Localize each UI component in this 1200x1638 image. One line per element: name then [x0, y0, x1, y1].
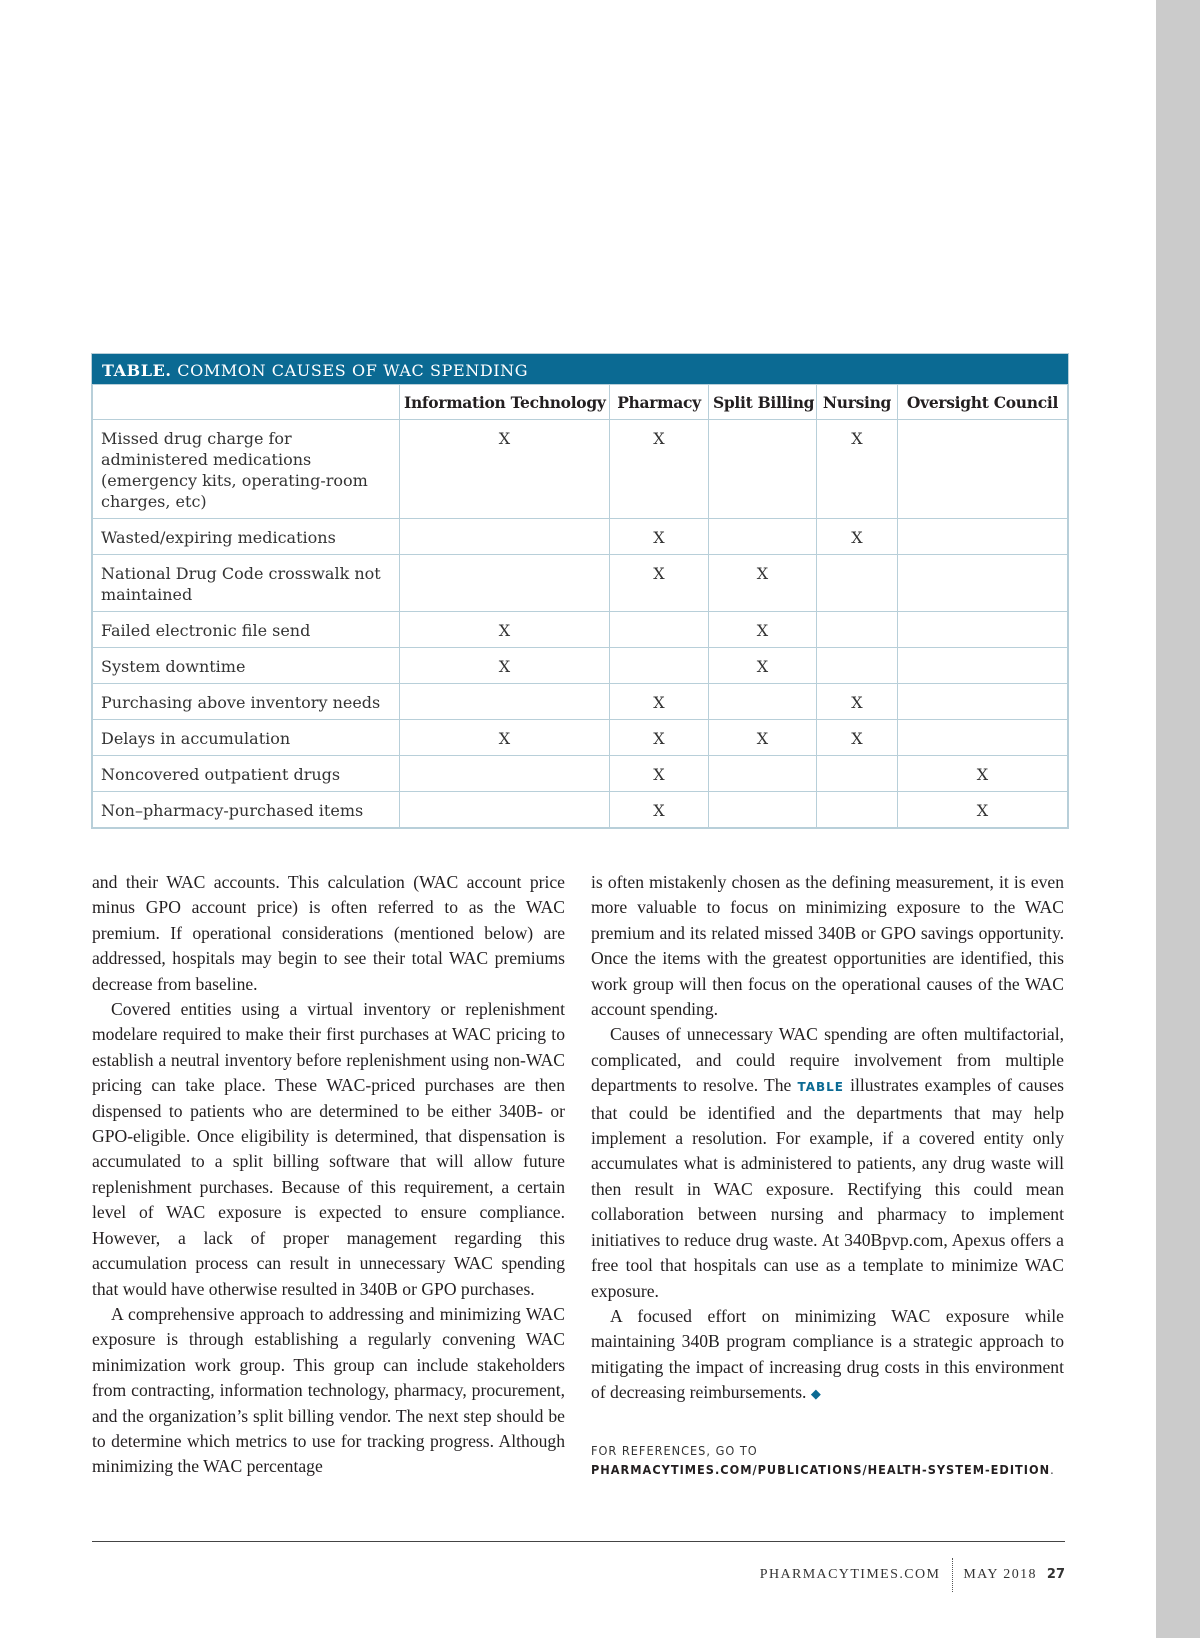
mark-cell: X [400, 720, 610, 756]
mark-cell [400, 555, 610, 612]
mark-cell: X [400, 612, 610, 648]
wac-causes-table [91, 353, 1069, 829]
column-header: Split Billing [709, 385, 817, 420]
paragraph: Covered entities using a virtual inventory or replenishment modelare required to make their first purchases at WAC pricing to establish a neutral inventory before replenishment using non-WAC pricing can take place. These WAC-priced purchases are then dispensed to patients who are determined to be either 340B- or GPO-eligible. Once eligibility is determined, that dispensation is accumulated to a split billing software that will allow future replenishment purchases. Because of this requirement, a certain level of WAC exposure is expected to ensure compliance. However, a lack of proper management regarding this accumulation process can result in unnecessary WAC spending that would have otherwise resulted in 340B or GPO purchases. [92, 999, 565, 1299]
column-header: Nursing [817, 385, 898, 420]
column-header: Information Technology [400, 385, 610, 420]
page-edge-bar [1156, 0, 1200, 1638]
table-row [93, 519, 1068, 555]
paragraph-text: A focused effort on minimizing WAC exposure while maintaining 340B program compliance is a strategic approach to mitigating the impact of increasing drug costs in this environment of decreasing reimbursements. [591, 1305, 1064, 1403]
page-footer [760, 1558, 1065, 1592]
mark-cell: X [610, 720, 709, 756]
footer-site: PHARMACYTIMES.COM [759, 1567, 941, 1583]
column-header: Oversight Council [898, 385, 1068, 420]
table-caption-title: COMMON CAUSES OF WAC SPENDING [177, 361, 529, 380]
table-row [93, 612, 1068, 648]
mark-cell [898, 420, 1068, 519]
table-row [93, 555, 1068, 612]
mark-cell: X [610, 555, 709, 612]
mark-cell: X [709, 555, 817, 612]
mark-cell: X [709, 648, 817, 684]
mark-cell [709, 756, 817, 792]
mark-cell: X [400, 648, 610, 684]
mark-cell: X [817, 519, 898, 555]
mark-cell [709, 684, 817, 720]
paragraph-text: Causes of unnecessary WAC spending are often multifactorial, complicated, and could require involvement from multiple departments to resolve. The [591, 1024, 1064, 1096]
mark-cell: X [817, 684, 898, 720]
footer-divider [92, 1541, 1065, 1542]
cause-cell: Noncovered outpatient drugs [93, 756, 400, 792]
mark-cell [817, 555, 898, 612]
table-caption [92, 354, 1068, 384]
mark-cell: X [610, 792, 709, 828]
cause-cell: Non–pharmacy-purchased items [93, 792, 400, 828]
cause-cell: Wasted/expiring medications [93, 519, 400, 555]
mark-cell [400, 792, 610, 828]
mark-cell [709, 420, 817, 519]
mark-cell: X [817, 420, 898, 519]
article-left-column [92, 870, 565, 1480]
paragraph-text: illustrates examples of causes that could be identified and the departments that may help implement a resolution. For example, if a covered entity only accumulates what is administered to patients, any drug waste will then result in WAC exposure. Rectifying this could mean collaboration between nursing and pharmacy to implement initiatives to reduce drug waste. At 340Bpvp.com, Apexus offers a free tool that hospitals can use as a template to minimize WAC exposure. [591, 1075, 1064, 1301]
references-suffix: . [1050, 1461, 1055, 1477]
mark-cell: X [709, 612, 817, 648]
mark-cell [898, 648, 1068, 684]
column-header [93, 385, 400, 420]
paragraph: A comprehensive approach to addressing and minimizing WAC exposure is through establishing a regularly convening WAC minimization work group. This group can include stakeholders from contracting, information technology, pharmacy, procurement, and the organization’s split billing vendor. The next step should be to determine which metrics to use for tracking progress. Although minimizing the WAC percentage [92, 1303, 565, 1477]
column-header: Pharmacy [610, 385, 709, 420]
footer-issue: MAY 2018 [963, 1567, 1037, 1583]
table-row [93, 684, 1068, 720]
mark-cell [400, 684, 610, 720]
mark-cell [610, 648, 709, 684]
table-row [93, 792, 1068, 828]
mark-cell [898, 684, 1068, 720]
references-prefix: FOR REFERENCES, GO TO [591, 1442, 758, 1458]
cause-cell: Missed drug charge for administered medications (emergency kits, operating-room charges, etc) [93, 420, 400, 519]
mark-cell [817, 612, 898, 648]
table-caption-label: TABLE. [102, 361, 172, 380]
mark-cell [898, 555, 1068, 612]
mark-cell: X [610, 519, 709, 555]
paragraph [591, 1022, 1064, 1303]
cause-cell: National Drug Code crosswalk not maintained [93, 555, 400, 612]
mark-cell [709, 519, 817, 555]
mark-cell [817, 756, 898, 792]
article-right-column [591, 870, 1064, 1479]
mark-cell [610, 612, 709, 648]
mark-cell: X [898, 792, 1068, 828]
mark-cell: X [610, 420, 709, 519]
paragraph [591, 1304, 1064, 1407]
references-link[interactable]: PHARMACYTIMES.COM/PUBLICATIONS/HEALTH-SYSTEM-EDITION [591, 1461, 1051, 1477]
mark-cell [817, 792, 898, 828]
mark-cell: X [817, 720, 898, 756]
cause-cell: Failed electronic file send [93, 612, 400, 648]
cause-cell: System downtime [93, 648, 400, 684]
mark-cell: X [400, 420, 610, 519]
mark-cell: X [898, 756, 1068, 792]
mark-cell: X [709, 720, 817, 756]
paragraph: and their WAC accounts. This calculation (WAC account price minus GPO account price) is often referred to as the WAC premium. If operational considerations (mentioned below) are addressed, hospitals may begin to see their total WAC premiums decrease from baseline. [92, 872, 565, 994]
table-reference-link[interactable]: TABLE [797, 1080, 844, 1095]
causes-grid [92, 384, 1068, 828]
paragraph: is often mistakenly chosen as the defining measurement, it is even more valuable to focus on minimizing exposure to the WAC premium and its related missed 340B or GPO savings opportunity. Once the items with the greatest opportunities are identified, this work group will then focus on the operational causes of the WAC account spending. [591, 872, 1064, 1020]
cause-cell: Delays in accumulation [93, 720, 400, 756]
table-row [93, 720, 1068, 756]
footer-separator [952, 1558, 953, 1592]
mark-cell: X [610, 756, 709, 792]
mark-cell [400, 519, 610, 555]
page-number: 27 [1046, 1567, 1065, 1583]
mark-cell [898, 519, 1068, 555]
mark-cell [400, 756, 610, 792]
cause-cell: Purchasing above inventory needs [93, 684, 400, 720]
table-header-row [93, 385, 1068, 420]
mark-cell [898, 612, 1068, 648]
mark-cell: X [610, 684, 709, 720]
table-row [93, 648, 1068, 684]
end-mark-icon: ◆ [810, 1386, 821, 1402]
mark-cell [817, 648, 898, 684]
table-row [93, 756, 1068, 792]
mark-cell [709, 792, 817, 828]
table-row [93, 420, 1068, 519]
references-note [591, 1441, 1064, 1479]
mark-cell [898, 720, 1068, 756]
